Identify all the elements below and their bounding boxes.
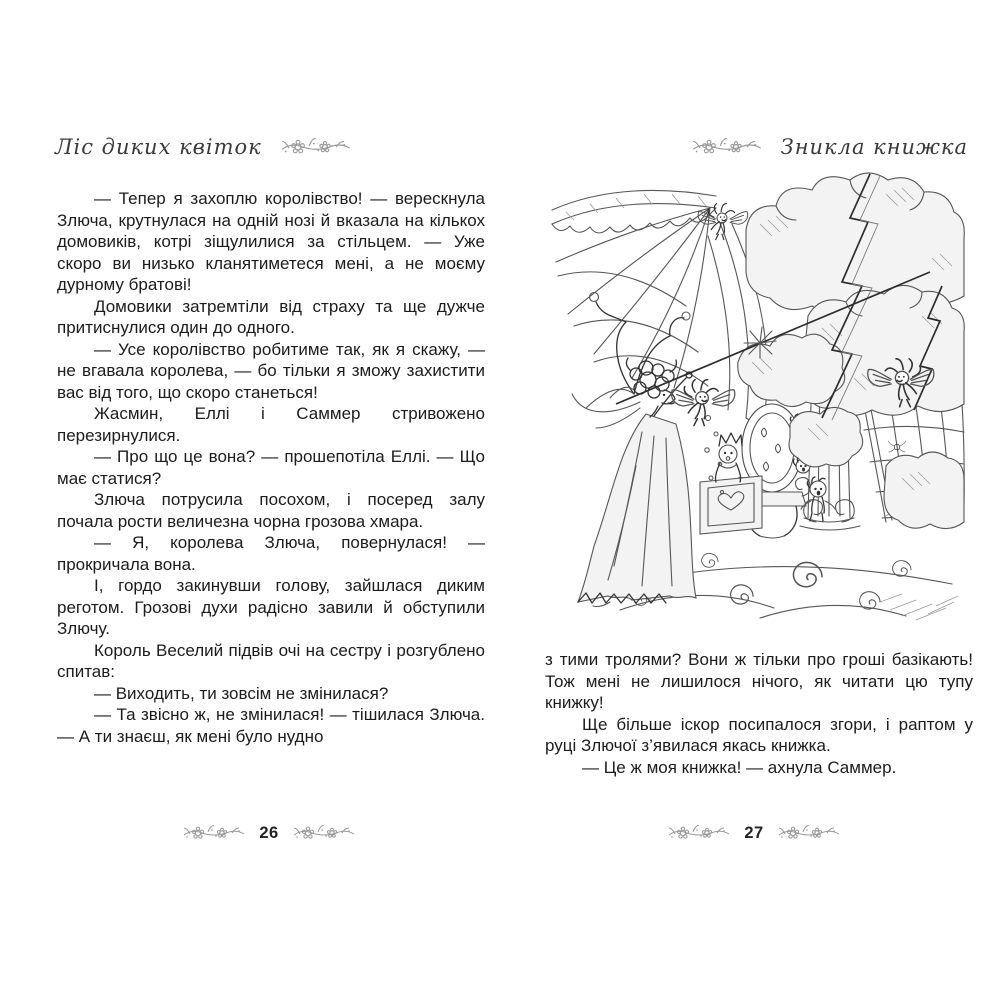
paragraph: Ще більше іскор посипалося згори, і раптом у руці Злючої з’явилася якась книжка. [545,714,973,755]
right-page-footer [540,822,968,844]
paragraph: — Я, королева Злюча, повернулася! — прокричала вона. [57,533,485,574]
story-illustration [550,166,966,642]
right-page-number: 27 [744,823,764,842]
illustration-sketch [550,166,966,642]
left-page-title: Ліс диких квіток [55,135,262,159]
left-running-head [55,134,483,160]
paragraph: Жасмин, Еллі і Саммер стривожено перезирнулися. [57,404,485,445]
left-page-number: 26 [259,823,279,842]
paragraph: з тими тролями? Вони ж тільки про гроші базікають! Тож мені не лишилося нічого, як читати цю тупу книжку! [545,650,973,712]
right-running-head [540,134,968,160]
paragraph: Злюча потрусила посохом, і посеред залу почала рости величезна чорна грозова хмара. [57,490,485,531]
right-page-text [545,649,973,778]
floral-ornament-icon [776,825,842,841]
paragraph: — Це ж моя книжка! — ахнула Саммер. [582,757,897,777]
floral-ornament-icon [687,138,767,156]
paragraph: — Виходить, ти зовсім не змінилася? [94,683,389,703]
paragraph: Домовики затремтіли від страху та ще дужче притиснулися один до одного. [57,296,485,337]
paragraph: — Тепер я захоплю королівство! — верескнула Злюча, крутнулася на одній нозі й вказала на кількох домовиків, котрі зіщулилися за стільцем. — Уже скоро ви низько кланятиметеся мені, а не моєму дурному братові! [57,189,485,294]
right-page-title: Зникла книжка [780,135,968,159]
paragraph: — Про що це вона? — прошепотіла Еллі. — Що має статися? [57,447,485,488]
floral-ornament-icon [181,825,247,841]
canopy [552,190,716,388]
paragraph: — Усе королівство робитиме так, як я скажу, — не вгавала королева, — бо тільки я зможу захистити вас від того, що скоро станеться! [57,339,485,402]
paragraph: — Та звісно ж, не змінилася! — тішилася Злюча. — А ти знаєш, як мені було нудно [57,705,485,746]
paragraph: І, гордо закинувши голову, зайшлася диким реготом. Грозові духи радісно завили й обступили Злючу. [57,576,485,638]
left-page-footer [55,822,483,844]
floral-ornament-icon [666,825,732,841]
paragraph: Король Веселий підвів очі на сестру і розгублено спитав: [57,640,485,681]
left-page-text [57,188,485,747]
floral-ornament-icon [276,138,356,156]
floral-ornament-icon [291,825,357,841]
